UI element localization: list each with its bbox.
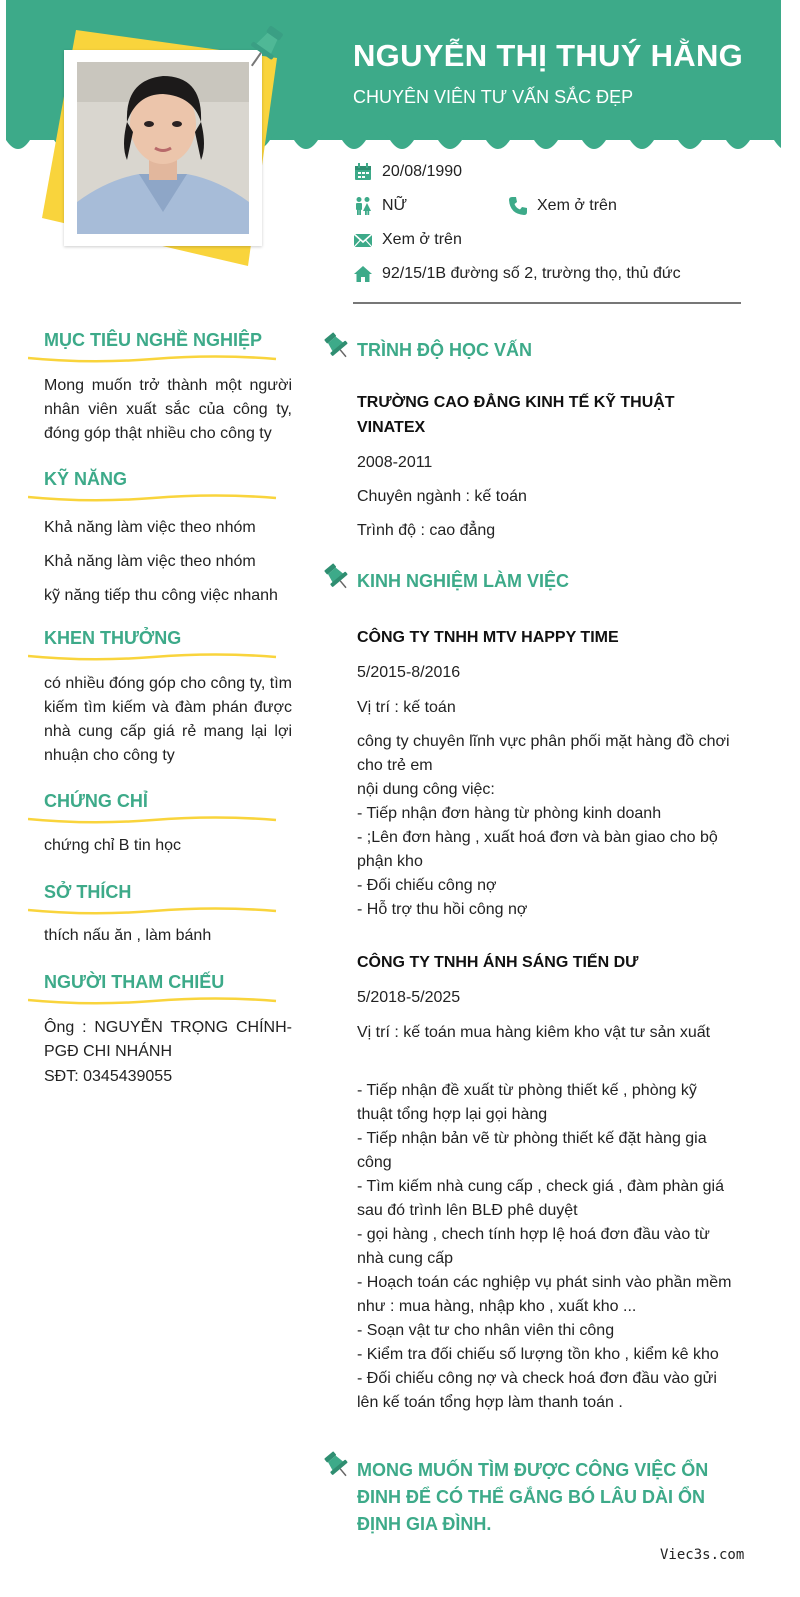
section-underline xyxy=(28,994,278,1008)
certificates-text: chứng chỉ B tin học xyxy=(44,837,182,854)
phone-icon xyxy=(508,196,528,216)
objective-title: MỤC TIÊU NGHỀ NGHIỆP xyxy=(44,330,263,350)
education-major: Chuyên ngành : kế toán xyxy=(357,488,527,505)
section-underline xyxy=(28,352,278,366)
contact-birthday xyxy=(353,162,462,182)
job-description: công ty chuyên lĩnh vực phân phối mặt hàng đồ chơi cho trẻ em nội dung công việc: - Tiếp nhận đơn hàng từ phòng kinh doanh - ;Lên đơn hàng , xuất hoá đơn và bàn giao cho bộ phận kho - Đối chiếu công nợ - Hỗ trợ thu hồi công nợ xyxy=(357,733,730,918)
skill-item: kỹ năng tiếp thu công việc nhanh xyxy=(44,587,278,604)
education-title: TRÌNH ĐỘ HỌC VẤN xyxy=(357,340,532,360)
hobbies-title: SỞ THÍCH xyxy=(44,882,132,902)
profile-photo xyxy=(77,62,249,234)
certificates-title: CHỨNG CHỈ xyxy=(44,791,148,811)
calendar-icon xyxy=(353,162,373,182)
gender-text: NỮ xyxy=(382,197,408,214)
references-title: NGƯỜI THAM CHIẾU xyxy=(44,972,225,992)
contact-phone xyxy=(508,196,617,216)
awards-title: KHEN THƯỞNG xyxy=(44,628,182,648)
career-goal: MONG MUỐN TÌM ĐƯỢC CÔNG VIỆC ỔN ĐINH ĐỂ CÓ THỂ GẮNG BÓ LÂU DÀI ỔN ĐỊNH GIA ĐÌNH. xyxy=(357,1460,709,1534)
pushpin-icon xyxy=(244,22,286,72)
home-icon xyxy=(353,264,373,284)
pushpin-icon xyxy=(322,331,352,361)
skill-item: Khả năng làm việc theo nhóm xyxy=(44,519,256,536)
education-period: 2008-2011 xyxy=(357,454,433,471)
contact-email xyxy=(353,230,462,250)
section-underline xyxy=(28,491,278,505)
phone-text: Xem ở trên xyxy=(537,197,617,214)
pushpin-icon xyxy=(322,562,352,592)
birthday-text: 20/08/1990 xyxy=(382,163,463,180)
mail-icon xyxy=(353,230,373,250)
section-underline xyxy=(28,813,278,827)
job-company: CÔNG TY TNHH MTV HAPPY TIME xyxy=(357,629,619,646)
people-icon xyxy=(353,196,373,216)
section-underline xyxy=(28,904,278,918)
job-period: 5/2018-5/2025 xyxy=(357,989,461,1006)
job-position: Vị trí : kế toán mua hàng kiêm kho vật tư sản xuất xyxy=(357,1024,711,1041)
job-position: Vị trí : kế toán xyxy=(357,699,456,716)
education-school: TRƯỜNG CAO ĐẲNG KINH TẾ KỸ THUẬT VINATEX xyxy=(357,394,675,436)
site-watermark: Viec3s.com xyxy=(660,1547,745,1563)
contact-address xyxy=(353,264,681,284)
candidate-job-title: CHUYÊN VIÊN TƯ VẤN SẮC ĐẸP xyxy=(353,87,634,107)
contact-divider xyxy=(353,302,741,304)
section-underline xyxy=(28,650,278,664)
contact-gender xyxy=(353,196,407,216)
job-period: 5/2015-8/2016 xyxy=(357,664,461,681)
candidate-name: NGUYỄN THỊ THUÝ HẰNG xyxy=(353,38,744,73)
job-description: - Tiếp nhận đề xuất từ phòng thiết kế , phòng kỹ thuật tổng hợp lại gọi hàng - Tiếp nhận bản vẽ từ phòng thiết kế đặt hàng gia công - Tìm kiếm nhà cung cấp , check giá , đàm phàn giá sau đó trình lên BLĐ phê duyệt - gọi hàng , chech tính hợp lệ hoá đơn đầu vào từ nhà cung cấp - Hoạch toán các nghiệp vụ phát sinh vào phần mềm như : mua hàng, nhập kho , xuất kho ... - Soạn vật tư cho nhân viên thi công - Kiểm tra đối chiếu số lượng tồn kho , kiểm kê kho - Đối chiếu công nợ và check hoá đơn đầu vào gửi lên kế toán tổng hợp làm thanh toán . xyxy=(357,1082,732,1411)
job-company: CÔNG TY TNHH ÁNH SÁNG TIẾN DƯ xyxy=(357,954,639,971)
address-text: 92/15/1B đường số 2, trường thọ, thủ đức xyxy=(382,265,681,282)
experience-title: KINH NGHIỆM LÀM VIỆC xyxy=(357,571,570,591)
objective-text: Mong muốn trở thành một người nhân viên xuất sắc của công ty, đóng góp thật nhiều cho công ty xyxy=(44,377,292,442)
awards-text: có nhiều đóng góp cho công ty, tìm kiếm tìm kiếm và đàm phán được nhà cung cấp giá rẻ mang lại lợi nhuận cho công ty xyxy=(44,675,292,764)
email-text: Xem ở trên xyxy=(382,231,462,248)
hobbies-text: thích nấu ăn , làm bánh xyxy=(44,927,212,944)
education-level: Trình độ : cao đẳng xyxy=(357,522,496,539)
pushpin-icon xyxy=(322,1450,352,1480)
skills-title: KỸ NĂNG xyxy=(44,469,128,489)
reference-phone: SĐT: 0345439055 xyxy=(44,1068,173,1085)
reference-person: Ông : NGUYỄN TRỌNG CHÍNH-PGĐ CHI NHÁNH xyxy=(44,1019,292,1060)
skill-item: Khả năng làm việc theo nhóm xyxy=(44,553,256,570)
